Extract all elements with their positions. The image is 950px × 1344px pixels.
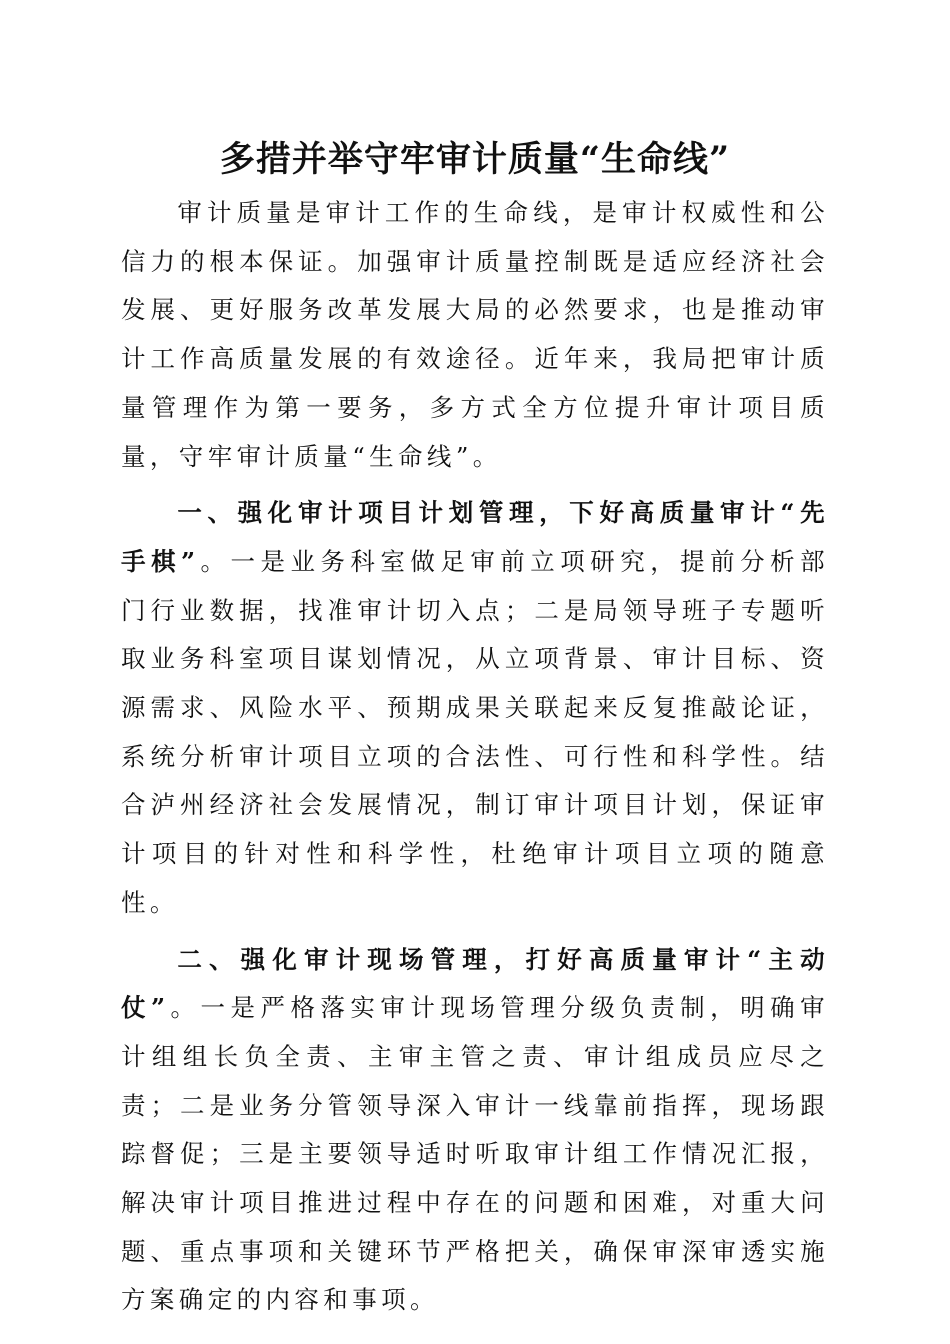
document-title: 多措并举守牢审计质量“生命线” — [219, 139, 731, 180]
section-heading: 一、强化审计项目计划管理，下好高质量审计“先手棋” — [121, 498, 829, 576]
paragraph-text: 审计质量是审计工作的生命线，是审计权威性和公信力的根本保证。加强审计质量控制既是适应经济社会发展、更好服务改革发展大局的必然要求，也是推动审计工作高质量发展的有效途径。近年来，我局把审计质量管理作为第一要务，多方式全方位提升审计项目质量，守牢审计质量“生命线”。 — [121, 198, 829, 471]
section-heading: 二、强化审计现场管理，打好高质量审计“主动仗” — [121, 944, 829, 1023]
paragraph-text: 。一是严格落实审计现场管理分级负责制，明确审计组组长负全责、主审主管之责、审计组成员应尽之责；二是业务分管领导深入审计一线靠前指挥，现场跟踪督促；三是主要领导适时听取审计组工作情况汇报，解决审计项目推进过程中存在的问题和困难，对重大问题、重点事项和关键环节严格把关，确保审深审透实施方案确定的内容和事项。 — [121, 993, 829, 1315]
paragraph-section-1 — [121, 489, 829, 927]
paragraph-intro — [121, 189, 829, 481]
document-body — [121, 189, 829, 1325]
paragraph-section-2 — [121, 936, 829, 1326]
paragraph-text: 。一是业务科室做足审前立项研究，提前分析部门行业数据，找准审计切入点；二是局领导班子专题听取业务科室项目谋划情况，从立项背景、审计目标、资源需求、风险水平、预期成果关联起来反复推敲论证，系统分析审计项目立项的合法性、可行性和科学性。结合泸州经济社会发展情况，制订审计项目计划，保证审计项目的针对性和科学性，杜绝审计项目立项的随意性。 — [121, 546, 829, 917]
